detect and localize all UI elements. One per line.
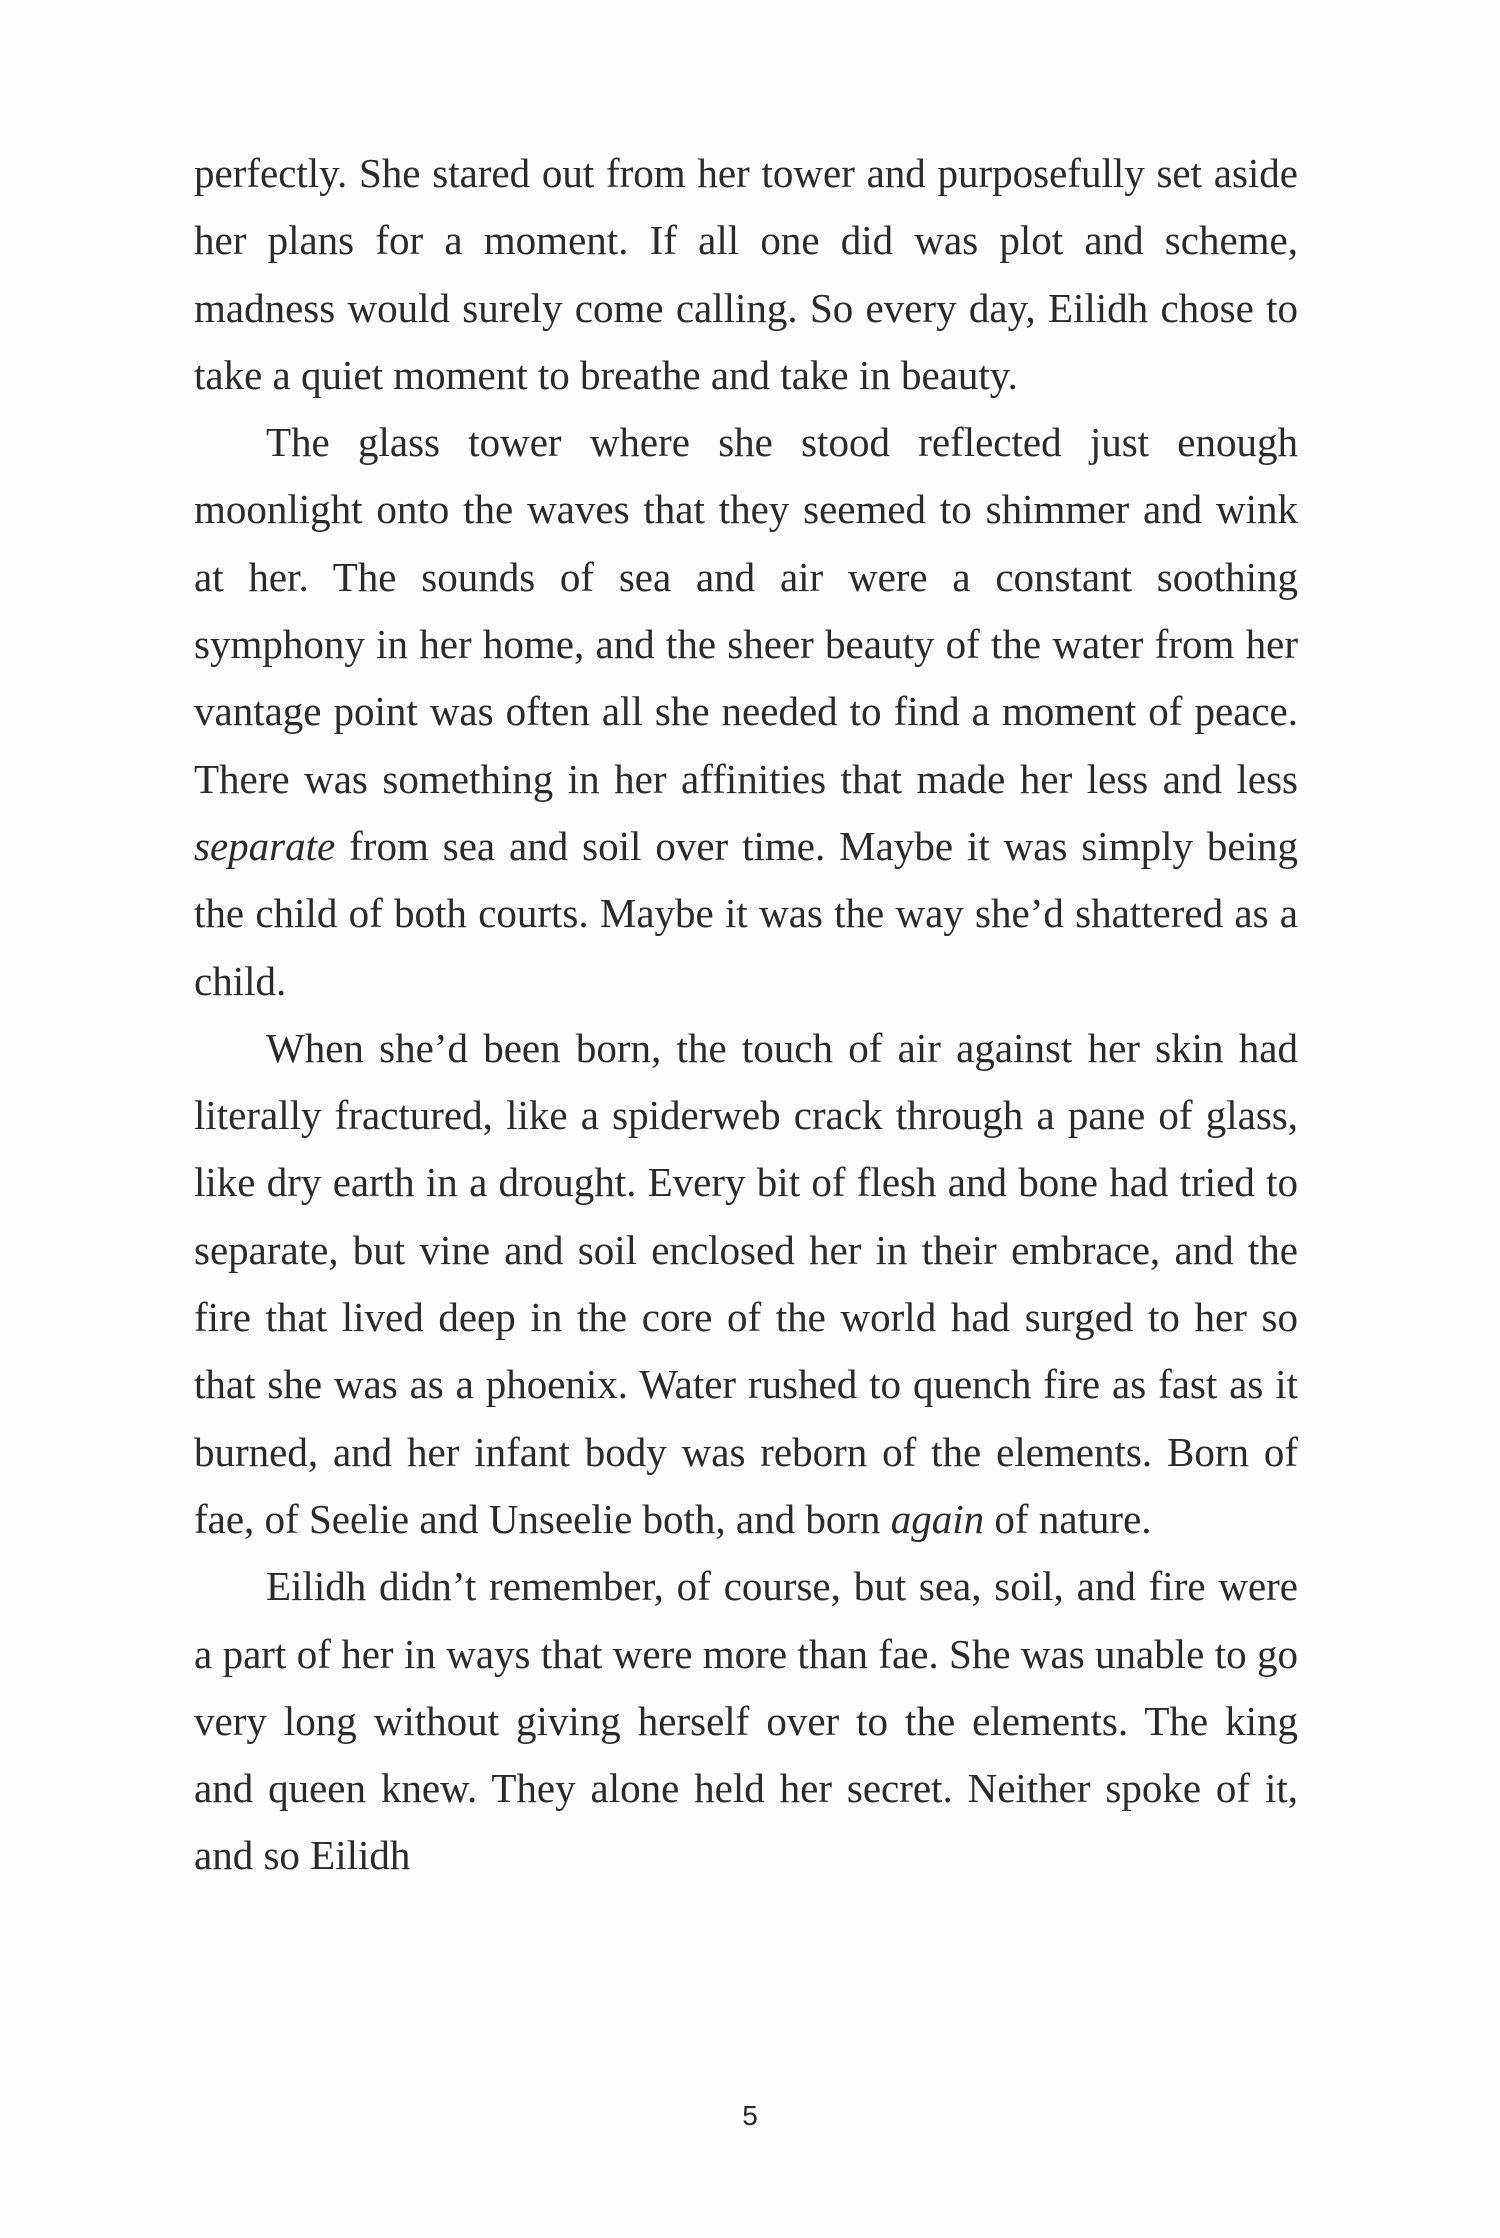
paragraph	[194, 1015, 1298, 1553]
text-segment: from sea and soil over time. Maybe it was simply being the child of both courts. Maybe it was the way she’d shattered as a child.	[194, 822, 1298, 1004]
text-segment: perfectly. She stared out from her tower and purposefully set aside her plans for a moment. If all one did was plot and scheme, madness would surely come calling. So every day, Eilidh chose to take a quiet moment to breathe and take in beauty.	[194, 150, 1298, 398]
text-segment: When she’d been born, the touch of air against her skin had literally fractured, like a spiderweb crack through a pane of glass, like dry earth in a drought. Every bit of flesh and bone had tried to separate, but vine and soil enclosed her in their embrace, and the fire that lived deep in the core of the world had surged to her so that she was as a phoenix. Water rushed to quench fire as fast as it burned, and her infant body was reborn of the elements. Born of fae, of Seelie and Unseelie both, and born	[194, 1024, 1298, 1542]
text-segment: of nature.	[984, 1495, 1152, 1542]
text-segment: The glass tower where she stood reflected just enough moonlight onto the waves that they seemed to shimmer and wink at her. The sounds of sea and air were a constant soothing symphony in her home, and the sheer beauty of the water from her vantage point was often all she needed to find a moment of peace. There was something in her affinities that made her less and less	[194, 419, 1298, 802]
page-number: 5	[742, 2100, 758, 2131]
paragraph	[194, 1553, 1298, 1889]
italic-text: separate	[194, 822, 336, 869]
body-text	[194, 140, 1298, 1890]
italic-text: again	[890, 1495, 985, 1542]
paragraph	[194, 140, 1298, 409]
paragraph	[194, 409, 1298, 1015]
text-segment: Eilidh didn’t remember, of course, but sea, soil, and fire were a part of her in ways that were more than fae. She was unable to go very long without giving herself over to the elements. The king and queen knew. They alone held her secret. Neither spoke of it, and so Eilidh	[194, 1563, 1298, 1879]
